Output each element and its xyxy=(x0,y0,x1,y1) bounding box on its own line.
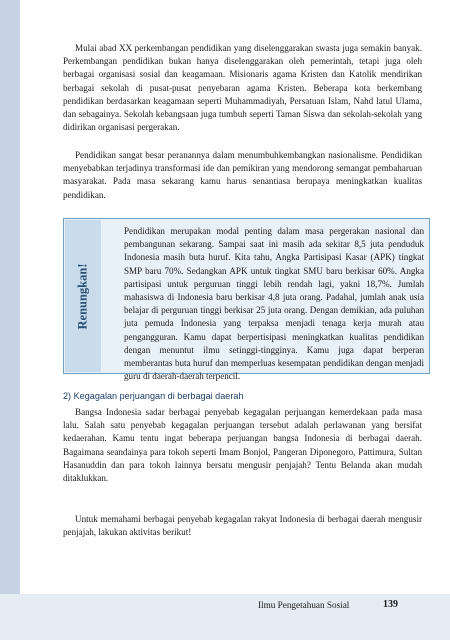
paragraph-activity-intro: Untuk memahami berbagai penyebab kegagalan rakyat Indonesia di berbagai daerah mengusir penjajah, lakukan aktivitas berikut! xyxy=(63,514,422,538)
paragraph-nationalism: Pendidikan sangat besar peranannya dalam menumbuhkembangkan nasionalisme. Pendidikan menyebabkan terjadinya transformasi ide dan pemikiran yang mendorong semangat pembaharuan masyarakat. Pada masa sekarang kamu harus senantiasa berupaya meningkatkan kualitas pendidikan. xyxy=(63,150,422,200)
paragraph-private-education: Mulai abad XX perkembangan pendidikan yang diselenggarakan swasta juga semakin banyak. Perkembangan pendidikan bukan hanya diselenggarakan oleh pemerintah, tetapi juga oleh berbagai organisasi sosial dan keagamaan. Misionaris agama Kristen dan Katolik mendirikan berbagai sekolah di pusat-pusat penyebaran agama Kristen. Beberapa kota berkembang pendidikan berdasarkan keagamaan seperti Muhammadiyah, Persatuan Islam, Nahd latul Ulama, dan sebagainya. Sekolah kebangsaan juga tumbuh seperti Taman Siswa dan sekolah-sekolah yang didirikan organisasi pergerakan. xyxy=(63,43,422,133)
renungkan-text: Pendidikan merupakan modal penting dalam masa pergerakan nasional dan pembangunan sekarang. Sampai saat ini masih ada sekitar 8,5 juta penduduk Indonesia masih buta huruf. Kita tahu, Angka Partisipasi Kasar (APK) tingkat SMP baru 70%. Sedangkan APK untuk tingkat SMU baru berkisar 60%. Angka partisipasi untuk perguruan tinggi lebih rendah lagi, yakni 18,7%. Jumlah mahasiswa di Indonesia baru berkisar 4,8 juta orang. Padahal, jumlah anak usia belajar di perguruan tinggi berkisar 25 juta orang. Dengan demikian, ada puluhan juta pemuda Indonesia yang terpaksa menjadi tenaga kerja murah atau pengangguran. Kamu dapat berpertisipasi meningkatkan kualitas pendidikan dengan menuntut ilmu setinggi-tingginya. Kamu juga dapat berperan memberantas buta huruf dan memperluas kesempatan pendidikan dengan menjadi guru di daerah-daerah terpencil. xyxy=(124,226,424,382)
left-margin-strip xyxy=(0,0,20,640)
paragraph-regional-struggle: Bangsa Indonesia sadar berbagai penyebab kegagalan perjuangan kemerdekaan pada masa lalu. Salah satu penyebab kegagalan perjuangan tersebut adalah perlawanan yang bersifat kedaerahan. Kamu tentu ingat beberapa perjuangan bangsa Indonesia di berbagai daerah. Bagaimana seandainya para tokoh seperti Imam Bonjol, Pangeran Diponegoro, Pattimura, Sultan Hasanuddin dan para tokoh lainnya bersatu mengusir penjajah? Tentu Belanda akan mudah ditaklukkan. xyxy=(63,407,422,484)
renungkan-label: Renungkan! xyxy=(75,263,90,329)
footer-book-title: Ilmu Pengetahuan Sosial xyxy=(258,600,350,610)
section-heading: 2) Kegagalan perjuangan di berbagai daerah xyxy=(63,391,244,401)
page-number: 139 xyxy=(383,599,398,610)
renungkan-box xyxy=(63,218,430,382)
